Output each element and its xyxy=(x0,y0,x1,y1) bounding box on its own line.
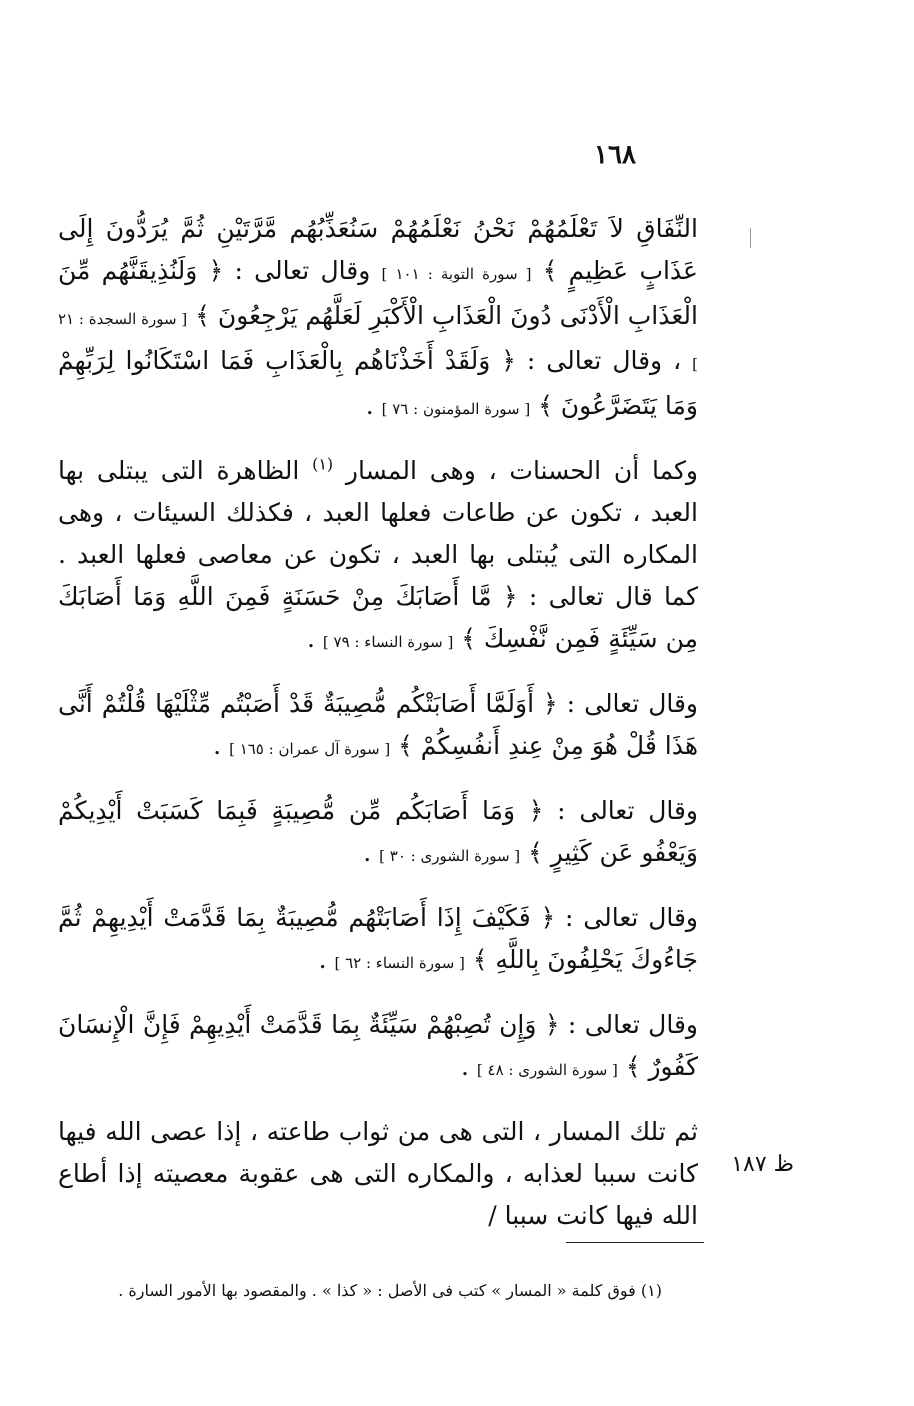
surah-reference: [ سورة النساء : ٧٩ ] xyxy=(322,633,454,651)
text-segment: ثم تلك المسار ، التى هى من ثواب طاعته ، إذا عصى الله فيها كانت سببا لعذابه ، والمكاره التى هى عقوبة معصيته إذا أطاع الله فيها كانت سببا / xyxy=(58,1117,698,1230)
main-text xyxy=(58,208,698,1257)
surah-reference: [ سورة المؤمنون : ٧٦ ] xyxy=(381,400,531,418)
paragraph-1 xyxy=(58,208,698,430)
text-segment: الظاهرة التى يبتلى بها العبد ، تكون عن طاعات فعلها العبد ، فكذلك السيئات ، وهى المكاره التى يُبتلى بها العبد ، تكون عن معاصى فعلها العبد . كما قال تعالى : ﴿ مَّا أَصَابَكَ مِنْ حَسَنَةٍ فَمِنَ اللَّهِ وَمَا أَصَابَكَ مِن سَيِّئَةٍ فَمِن نَّفْسِكَ ﴾ xyxy=(58,456,698,653)
surah-reference: [ سورة النساء : ٦٢ ] xyxy=(334,954,465,972)
text-segment: . xyxy=(363,838,380,867)
paragraph-4 xyxy=(58,790,698,877)
surah-reference: [ سورة آل عمران : ١٦٥ ] xyxy=(229,740,391,758)
edge-mark xyxy=(750,228,752,248)
surah-reference: [ سورة الشورى : ٣٠ ] xyxy=(379,847,521,865)
text-segment: النِّفَاقِ لاَ تَعْلَمُهُمْ نَحْنُ نَعْلَمُهُمْ سَنُعَذِّبُهُم مَّرَّتَيْنِ ثُمَّ يُرَدُّونَ إِلَى عَذَابٍ عَظِيمٍ ﴾ xyxy=(58,214,698,285)
text-segment: . xyxy=(213,731,230,760)
paragraph-6 xyxy=(58,1004,698,1091)
text-segment: . xyxy=(318,945,335,974)
paragraph-3 xyxy=(58,683,698,770)
text-segment: وقال تعالى : ﴿ وَإِن تُصِبْهُمْ سَيِّئَةٌ بِمَا قَدَّمَتْ أَيْدِيهِمْ فَإِنَّ الْإِنسَانَ كَفُورٌ ﴾ xyxy=(58,1010,698,1081)
text-segment: . xyxy=(365,391,382,420)
footnote-marker: (١) xyxy=(312,454,334,474)
footnote: (١) فوق كلمة « المسار » كتب فى الأصل : « كذا » . والمقصود بها الأمور السارة . xyxy=(118,1281,662,1300)
text-segment: وقال تعالى : ﴿ وَمَا أَصَابَكُم مِّن مُّصِيبَةٍ فَبِمَا كَسَبَتْ أَيْدِيكُمْ وَيَعْفُو عَن كَثِيرٍ ﴾ xyxy=(58,796,698,867)
footnote-separator xyxy=(566,1242,704,1243)
paragraph-2 xyxy=(58,450,698,663)
text-segment: وكما أن الحسنات ، وهى المسار xyxy=(333,456,698,485)
text-segment: . xyxy=(307,624,323,653)
text-segment: وقال تعالى : ﴿ أَوَلَمَّا أَصَابَتْكُم مُّصِيبَةٌ قَدْ أَصَبْتُم مِّثْلَيْهَا قُلْتُمْ أَنَّى هَذَا قُلْ هُوَ مِنْ عِندِ أَنفُسِكُمْ ﴾ xyxy=(58,689,698,760)
folio-margin-note: ظ ١٨٧ xyxy=(731,1152,794,1177)
text-segment: وقال تعالى : ﴿ فَكَيْفَ إِذَا أَصَابَتْهُم مُّصِيبَةٌ بِمَا قَدَّمَتْ أَيْدِيهِمْ ثُمَّ جَاءُوكَ يَحْلِفُونَ بِاللَّهِ ﴾ xyxy=(58,903,698,974)
surah-reference: [ سورة الشورى : ٤٨ ] xyxy=(476,1061,618,1079)
text-segment: وقال تعالى : ﴿ وَلَنُذِيقَنَّهُم مِّنَ الْعَذَابِ الْأَدْنَى دُونَ الْعَذَابِ الْأَكْبَرِ لَعَلَّهُم يَرْجِعُونَ ﴾ xyxy=(58,256,698,330)
paragraph-5 xyxy=(58,897,698,984)
surah-reference: [ سورة التوبة : ١٠١ ] xyxy=(381,265,532,283)
text-segment: ، وقال تعالى : ﴿ وَلَقَدْ أَخَذْنَاهُم بِالْعَذَابِ فَمَا اسْتَكَانُوا لِرَبِّهِمْ وَمَا يَتَضَرَّعُونَ ﴾ xyxy=(58,346,698,420)
paragraph-7 xyxy=(58,1111,698,1237)
page-number: ١٦٨ xyxy=(594,140,636,170)
text-segment: . xyxy=(461,1052,477,1081)
surah-reference: [ سورة السجدة : ٢١ ] xyxy=(58,310,698,373)
